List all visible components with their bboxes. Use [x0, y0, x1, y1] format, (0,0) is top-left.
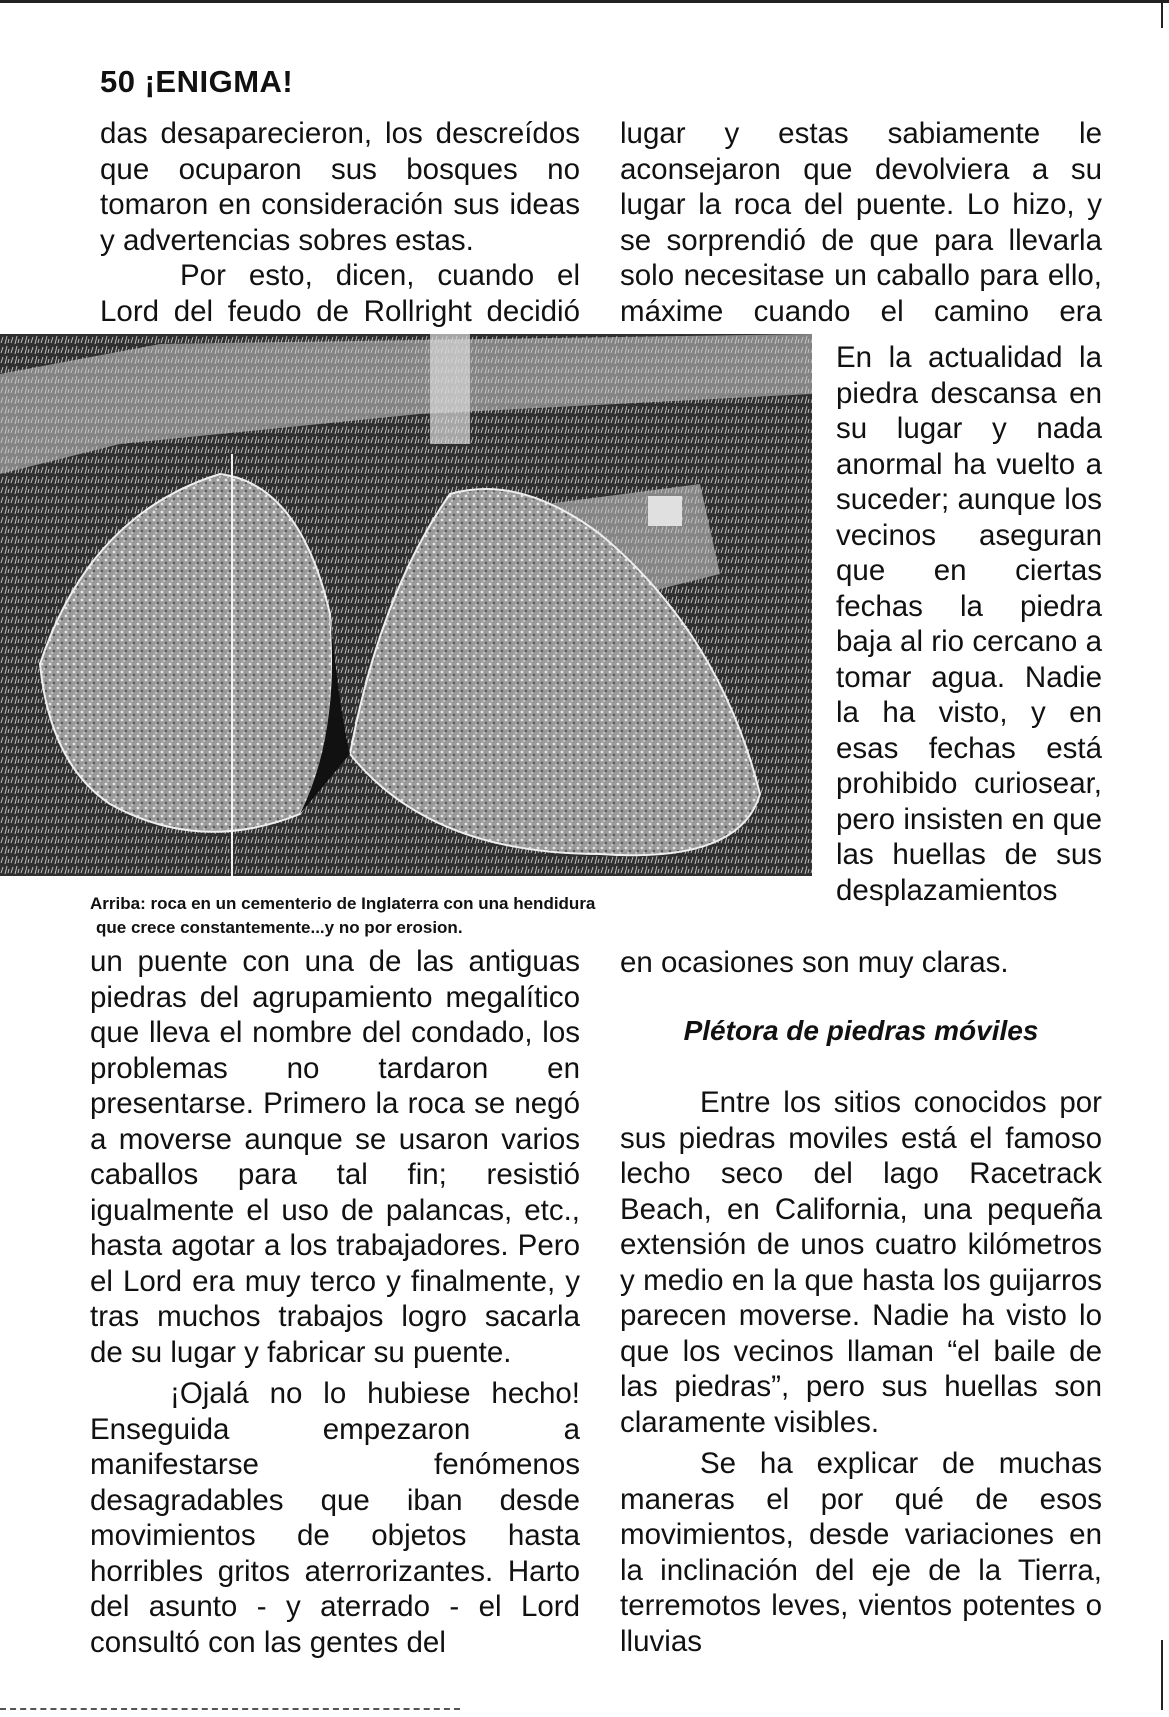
paragraph: Entre los sitios conocidos por sus piedras moviles está el famoso lecho seco del lago Racetrack Beach, en California, una pequeña extensión de unos cuatro kilómetros y medio en la que hasta los guijarros parecen moverse. Nadie ha visto lo que los vecinos llaman “el baile de las piedras”, pero sus huellas son claramente visibles.: [620, 1086, 1102, 1439]
paragraph: Se ha explicar de muchas maneras el por qué de esos movimientos, desde variaciones en la inclinación del eje de la Tierra, terremotos leves, vientos potentes o lluvias: [620, 1447, 1102, 1658]
right-edge-rule-bottom: [1161, 1640, 1163, 1710]
right-column-narrow: [836, 340, 1102, 908]
caption-line: que crece constantemente...y no por erosion.: [96, 918, 463, 937]
small-stone-box: [648, 496, 682, 526]
page-number: 50: [100, 64, 136, 99]
paragraph: En la actualidad la piedra descansa en su lugar y nada anormal ha vuelto a suceder; aunque los vecinos aseguran que en ciertas fechas la piedra baja al rio cercano a tomar agua. Nadie la ha visto, y en esas fechas está prohibido curiosear, pero insisten en que las huellas de sus desplazamientos: [836, 341, 1102, 907]
paragraph: Por esto, dicen, cuando el Lord del feudo de Rollright decidió: [100, 259, 580, 328]
bottom-rule: [0, 1708, 460, 1711]
caption-line: Arriba: roca en un cementerio de Inglaterra con una hendidura: [90, 894, 596, 913]
right-column-bottom: [620, 1085, 1102, 1659]
photo-split-rock: [0, 334, 812, 876]
paragraph: ¡Ojalá no lo hubiese hecho! Enseguida empezaron a manifestarse fenómenos desagradables que iban desde movimientos de objetos hasta horribles gritos aterrorizantes. Harto del asunto - y aterrado - el Lord consultó con las gentes del: [90, 1377, 580, 1659]
photo-caption: [90, 892, 790, 940]
photo-illustration: [0, 334, 812, 876]
magazine-title: ¡ENIGMA!: [144, 64, 294, 99]
section-subheading: Plétora de piedras móviles: [683, 1015, 1039, 1046]
paragraph: en ocasiones son muy claras.: [620, 946, 1009, 979]
paragraph: das desaparecieron, los descreídos que ocuparon sus bosques no tomaron en consideración sus ideas y advertencias sobres estas.: [100, 117, 580, 257]
grave-marker: [430, 334, 470, 444]
paragraph: lugar y estas sabiamente le aconsejaron que devolviera a su lugar la roca del puente. Lo hizo, y se sorprendió de que para llevarla solo necesitase un caballo para ello, máxime cuando el camino era: [620, 117, 1102, 328]
right-column-top: [620, 116, 1102, 365]
top-rule: [0, 0, 1169, 3]
right-edge-rule: [1161, 0, 1163, 28]
left-column-top: [100, 116, 580, 365]
paragraph: un puente con una de las antiguas piedras del agrupamiento megalítico que lleva el nombre del condado, los problemas no tardaron en presentarse. Primero la roca se negó a moverse aunque se usaron varios caballos para tal fin; resistió igualmente el uso de palancas, etc., hasta agotar a los trabajadores. Pero el Lord era muy terco y finalmente, y tras muchos trabajos logro sacarla de su lugar y fabricar su puente.: [90, 945, 580, 1369]
page-header: [100, 64, 293, 100]
left-column-bottom: [90, 944, 580, 1660]
right-column-continuation: [620, 945, 1102, 981]
